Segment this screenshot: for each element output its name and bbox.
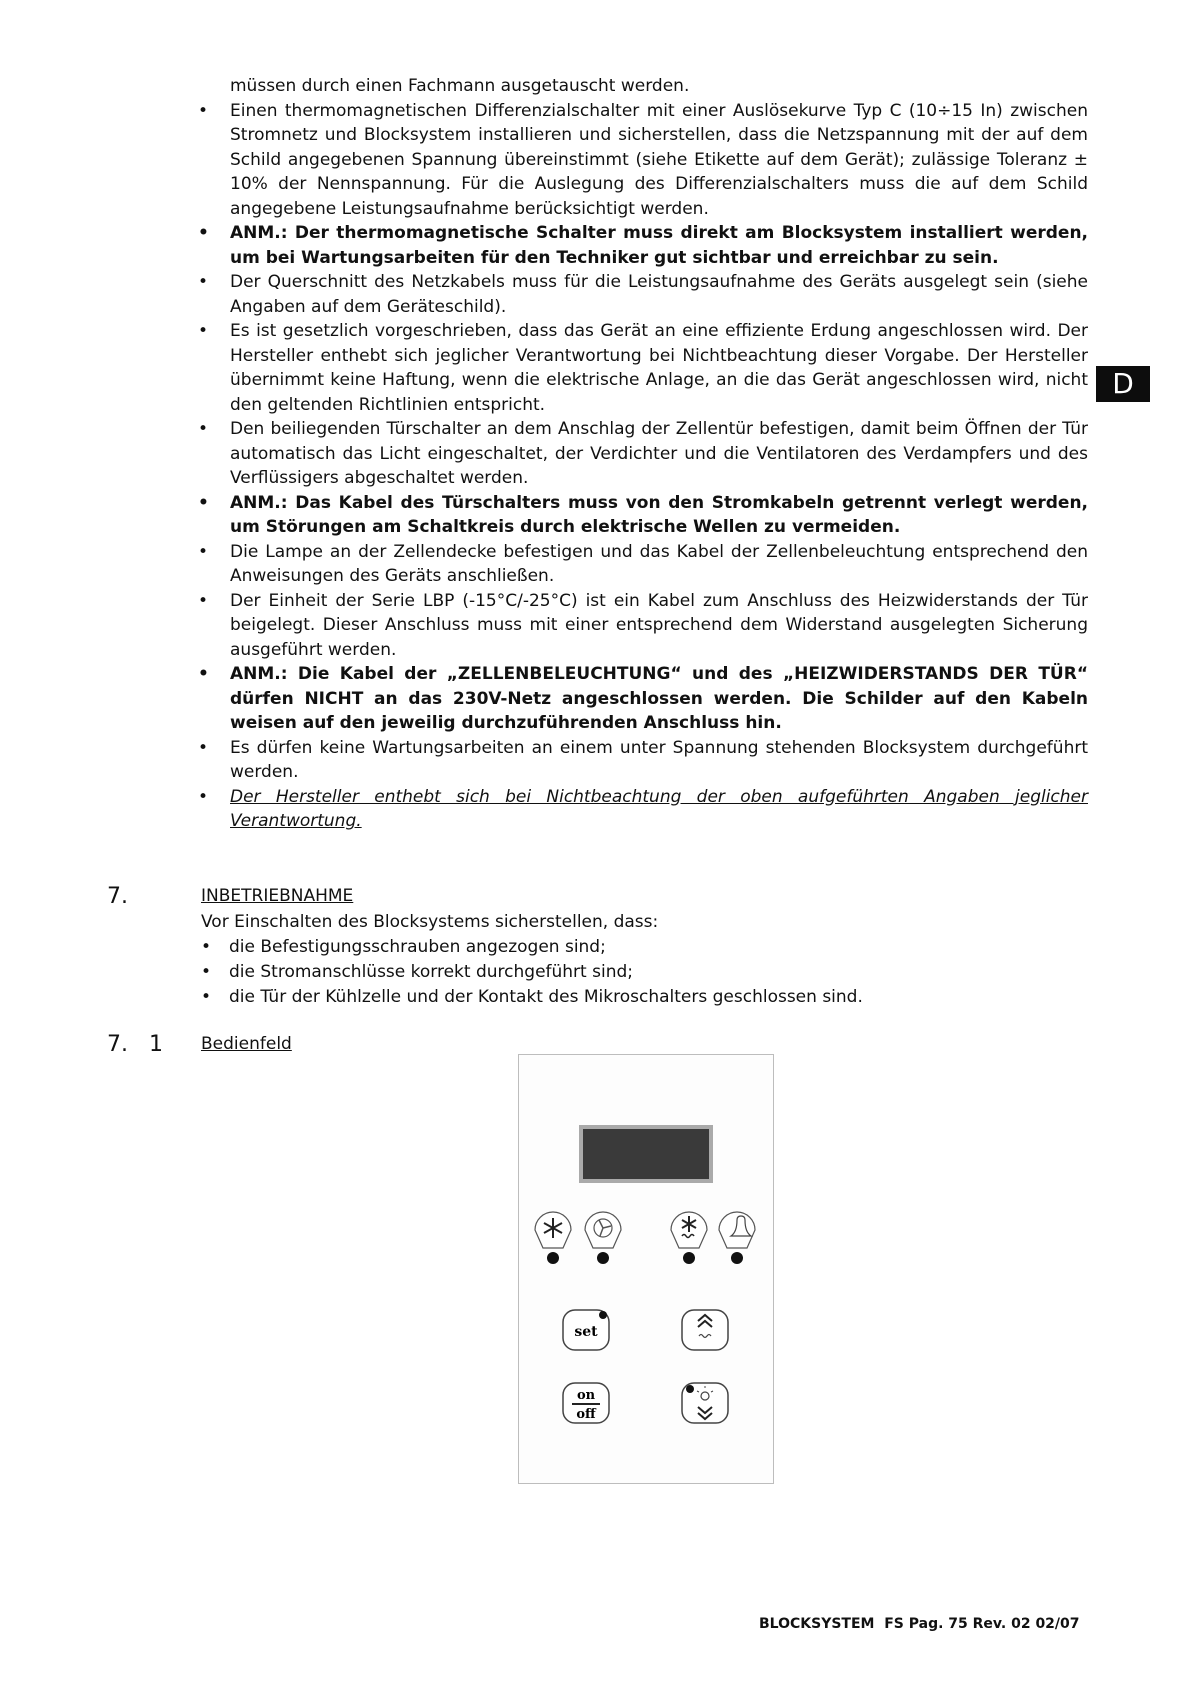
bullet-icon: • xyxy=(198,223,209,243)
light-led xyxy=(686,1385,694,1393)
bullet-icon: • xyxy=(198,100,209,121)
on-label: on xyxy=(576,1388,596,1403)
list-item: • Die Lampe an der Zellendecke befestigen und das Kabel der Zellenbeleuchtung entsprechend den Anweisungen des Geräts anschließen. xyxy=(198,541,1088,586)
section-number: 7. xyxy=(107,884,128,909)
bullet-icon: • xyxy=(201,937,212,957)
bullet-icon: • xyxy=(198,590,209,611)
control-panel-figure xyxy=(518,1054,774,1484)
list-item: • Den beiliegenden Türschalter an dem Anschlag der Zellentür befestigen, damit beim Öffnen der Tür automatisch das Licht eingeschaltet, der Verdichter und die Ventilatoren des Verdampfers und des Verflüssigers abgeschaltet werden. xyxy=(198,419,1088,488)
intro-line: müssen durch einen Fachmann ausgetauscht werden. xyxy=(230,76,690,96)
list-item-note: • ANM.: Die Kabel der „ZELLENBELEUCHTUNG“ und des „HEIZWIDERSTANDS DER TÜR“ dürfen NICHT an das 230V-Netz angeschlossen werden. Die Schilder auf den Kabeln weisen auf den jeweilig durchzuführenden Anschluss hin. xyxy=(198,664,1088,733)
list-item-note: • ANM.: Der thermomagnetische Schalter muss direkt am Blocksystem installiert werden, um bei Wartungsarbeiten für den Techniker gut sichtbar und erreichbar zu sein. xyxy=(198,223,1088,268)
list-item: • Einen thermomagnetischen Differenzialschalter mit einer Auslösekurve Typ C (10÷15 In) zwischen Stromnetz und Blocksystem installieren und sicherstellen, dass die Netzspannung mit der auf dem Schild angegebenen Spannung übereinstimmt (siehe Etikette auf dem Gerät); zulässige Toleranz ± 10% der Nennspannung. Für die Auslegung des Differenzialschalters muss die auf dem Schild angegebene Leistungsaufnahme berücksichtigt werden. xyxy=(198,100,1088,219)
list-item: • die Befestigungsschrauben angezogen sind; xyxy=(201,935,1081,960)
subsection-title: Bedienfeld xyxy=(201,1034,292,1054)
list-item: • Der Einheit der Serie LBP (-15°C/-25°C) ist ein Kabel zum Anschluss des Heizwiderstands der Tür beigelegt. Dieser Anschluss muss mit einer entsprechend dem Widerstand ausgelegten Sicherung ausgeführt werden. xyxy=(198,590,1088,660)
list-item: • die Tür der Kühlzelle und der Kontakt des Mikroschalters geschlossen sind. xyxy=(201,985,1081,1010)
set-label: set xyxy=(574,1324,598,1340)
bullet-icon: • xyxy=(198,664,209,684)
bullet-icon: • xyxy=(198,419,209,439)
bullet-icon: • xyxy=(198,321,209,341)
list-item: • die Stromanschlüsse korrekt durchgeführt sind; xyxy=(201,960,1081,985)
checklist xyxy=(201,935,1081,1010)
off-label: off xyxy=(576,1407,596,1422)
bullet-icon: • xyxy=(201,962,212,982)
fan-icon xyxy=(585,1212,621,1264)
section-intro: Vor Einschalten des Blocksystems sicherstellen, dass: xyxy=(201,912,659,932)
list-item: • Es dürfen keine Wartungsarbeiten an einem unter Spannung stehenden Blocksystem durchgeführt werden. xyxy=(198,737,1088,782)
bullet-icon: • xyxy=(198,786,209,807)
up-button[interactable] xyxy=(682,1310,728,1350)
bullet-icon: • xyxy=(198,737,209,758)
snowflake-icon xyxy=(535,1212,571,1264)
on-off-button[interactable] xyxy=(563,1383,609,1423)
list-item-disclaimer: • Der Hersteller enthebt sich bei Nichtbeachtung der oben aufgeführten Angaben jeglicher Verantwortung. xyxy=(198,786,1088,831)
bullet-icon: • xyxy=(201,987,212,1007)
alarm-bell-icon xyxy=(719,1212,755,1264)
subsection-number: 7. 1 xyxy=(107,1032,163,1057)
section-title: INBETRIEBNAHME xyxy=(201,886,354,906)
set-led xyxy=(599,1311,607,1319)
bullet-icon: • xyxy=(198,541,209,562)
list-item-note: • ANM.: Das Kabel des Türschalters muss von den Stromkabeln getrennt verlegt werden, um Störungen am Schaltkreis durch elektrische Wellen zu vermeiden. xyxy=(198,492,1088,537)
list-item: • Der Querschnitt des Netzkabels muss für die Leistungsaufnahme des Geräts ausgelegt sein (siehe Angaben auf dem Geräteschild). xyxy=(198,272,1088,317)
section-body xyxy=(201,910,1081,1010)
bullet-icon: • xyxy=(198,272,209,292)
electrical-notes-list xyxy=(198,74,1088,834)
control-panel-drawing xyxy=(519,1055,773,1483)
bullet-icon: • xyxy=(198,492,209,513)
list-item: • Es ist gesetzlich vorgeschrieben, dass das Gerät an eine effiziente Erdung angeschlossen wird. Der Hersteller enthebt sich jeglicher Verantwortung bei Nichtbeachtung dieser Vorgabe. Der Hersteller übernimmt keine Haftung, wenn die elektrische Anlage, an die das Gerät angeschlossen wird, nicht den geltenden Richtlinien entspricht. xyxy=(198,321,1088,415)
set-button[interactable] xyxy=(563,1310,609,1350)
display-screen xyxy=(583,1129,709,1179)
language-tab: D xyxy=(1096,366,1150,402)
defrost-icon xyxy=(671,1212,707,1264)
light-down-button[interactable] xyxy=(682,1383,728,1423)
page-footer: BLOCKSYSTEM FS Pag. 75 Rev. 02 02/07 xyxy=(759,1616,1080,1632)
